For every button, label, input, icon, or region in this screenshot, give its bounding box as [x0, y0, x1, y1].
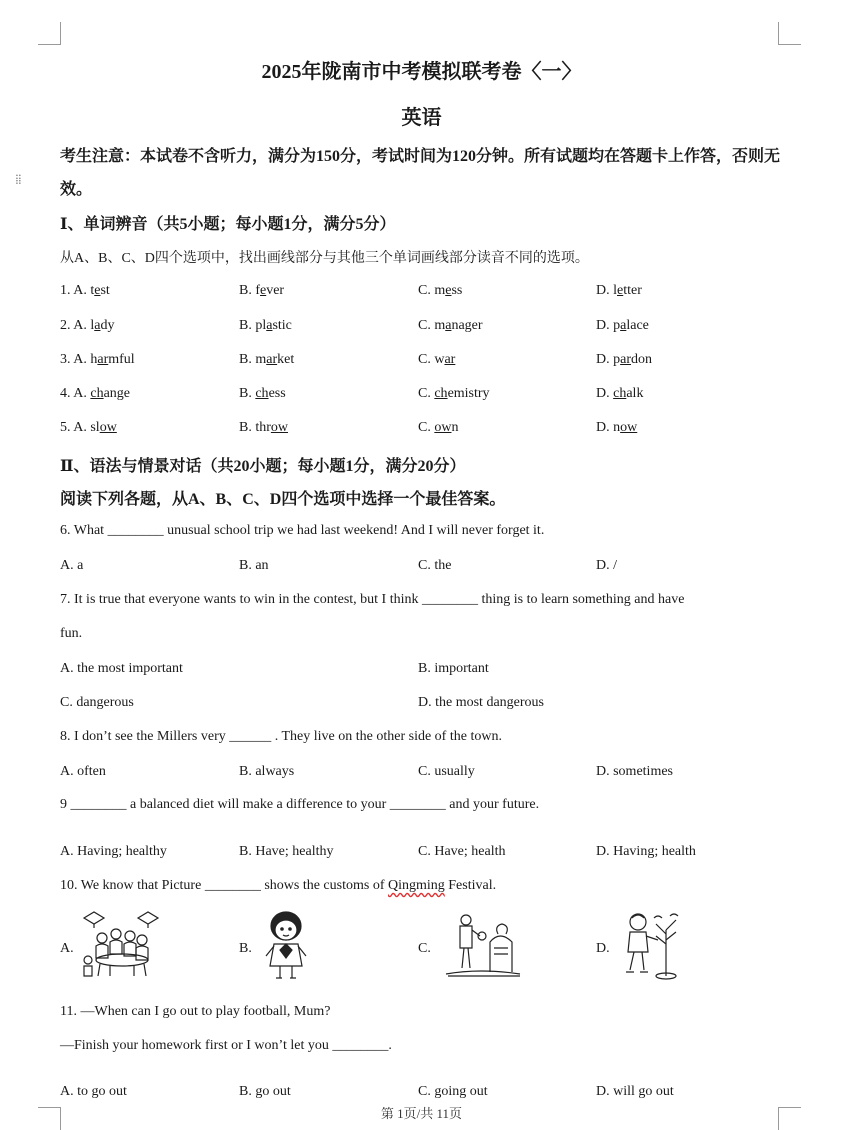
- underlined-letters: ow: [270, 420, 289, 435]
- question-11-option-b[interactable]: B. go out: [239, 1084, 291, 1099]
- underlined-letters: ow: [434, 420, 452, 435]
- question-4-option-a[interactable]: [60, 386, 130, 402]
- underlined-letters: ch: [613, 386, 627, 401]
- underlined-letters: a: [94, 318, 101, 333]
- underlined-letters: a: [266, 318, 273, 333]
- option-text: C. m: [418, 318, 446, 333]
- question-2-option-d[interactable]: [596, 318, 649, 334]
- option-text: C. w: [418, 352, 445, 367]
- option-text: ver: [266, 283, 285, 298]
- question-7-option-a[interactable]: A. the most important: [60, 661, 183, 676]
- question-8-stem: 8. I don’t see the Millers very ______ . They live on the other side of the town.: [60, 729, 502, 744]
- option-text: B.: [239, 386, 256, 401]
- option-text: lace: [626, 318, 649, 333]
- underlined-letters: e: [445, 283, 452, 298]
- question-2-option-c[interactable]: [418, 318, 483, 334]
- option-text: ange: [103, 386, 131, 401]
- option-text: B. thr: [239, 420, 271, 435]
- option-text: B. pl: [239, 318, 267, 333]
- question-6-option-b[interactable]: B. an: [239, 558, 269, 573]
- question-8-option-a[interactable]: A. often: [60, 764, 106, 779]
- question-number: 5.: [60, 420, 71, 435]
- question-9-option-c[interactable]: C. Have; health: [418, 844, 506, 859]
- underlined-letters: ar: [444, 352, 456, 367]
- option-text: n: [451, 420, 459, 435]
- question-3-option-b[interactable]: [239, 352, 294, 368]
- question-10-option-a[interactable]: A.: [60, 941, 74, 956]
- question-7-option-d[interactable]: D. the most dangerous: [418, 695, 544, 710]
- underlined-letters: ow: [99, 420, 117, 435]
- question-5-option-b[interactable]: [239, 420, 288, 436]
- option-text: nager: [451, 318, 483, 333]
- question-11-option-d[interactable]: D. will go out: [596, 1084, 674, 1099]
- question-9-option-d[interactable]: D. Having; health: [596, 844, 696, 859]
- underlined-letters: ar: [266, 352, 278, 367]
- underlined-letters: ch: [90, 386, 104, 401]
- question-10-option-d[interactable]: D.: [596, 941, 610, 956]
- option-text: A. sl: [73, 420, 100, 435]
- question-6-option-a[interactable]: A. a: [60, 558, 84, 573]
- option-text: don: [631, 352, 653, 367]
- option-text: A.: [73, 386, 91, 401]
- question-7-option-b[interactable]: B. important: [418, 661, 489, 676]
- subject-heading: 英语: [401, 107, 442, 129]
- question-9-option-b[interactable]: B. Have; healthy: [239, 844, 334, 859]
- option-text: D.: [596, 386, 614, 401]
- underlined-letters: e: [260, 283, 267, 298]
- question-10-option-b[interactable]: B.: [239, 941, 252, 956]
- question-number: 2.: [60, 318, 71, 333]
- underlined-letters: a: [620, 318, 627, 333]
- option-text: ess: [268, 386, 286, 401]
- option-text: tter: [623, 283, 642, 298]
- question-2-option-a[interactable]: [60, 318, 114, 334]
- page-footer: 第 1页/共 11页: [380, 1106, 463, 1121]
- option-text: B. f: [239, 283, 260, 298]
- section1-heading: Ⅰ、单词辨音（共5小题；每小题1分，满分5分）: [60, 216, 396, 233]
- question-number: 3.: [60, 352, 71, 367]
- question-3-option-d[interactable]: [596, 352, 652, 368]
- option-text: ss: [451, 283, 463, 298]
- question-5-option-c[interactable]: [418, 420, 458, 436]
- question-9-option-a[interactable]: A. Having; healthy: [60, 844, 167, 859]
- question-8-option-b[interactable]: B. always: [239, 764, 295, 779]
- underlined-letters: ch: [434, 386, 448, 401]
- question-4-option-b[interactable]: [239, 386, 286, 402]
- option-text: emistry: [447, 386, 490, 401]
- planting-tree-picture: [618, 910, 682, 980]
- question-1-option-b[interactable]: [239, 283, 284, 299]
- question-number: 1.: [60, 283, 71, 298]
- question-1-option-a[interactable]: [60, 283, 110, 299]
- question-10-stem: 10. We know that Picture ________ shows the customs of Qingming Festival.: [60, 878, 497, 893]
- underlined-letters: ar: [620, 352, 632, 367]
- question-8-option-c[interactable]: C. usually: [418, 764, 475, 779]
- question-7-stem: 7. It is true that everyone wants to win in the contest, but I think ________ thing is to learn something and have: [60, 592, 685, 607]
- option-text: C. m: [418, 283, 446, 298]
- question-11-stem: 11. —When can I go out to play football, Mum?: [60, 1004, 331, 1019]
- drag-handle-icon[interactable]: ⁞⁞: [15, 173, 21, 188]
- question-11-option-a[interactable]: A. to go out: [60, 1084, 127, 1099]
- question-3-option-a[interactable]: [60, 352, 135, 368]
- question-11-stem-continued: —Finish your homework first or I won’t let you ________.: [60, 1038, 392, 1053]
- section2-instruction: 阅读下列各题，从A、B、C、D四个选项中选择一个最佳答案。: [60, 491, 506, 508]
- underlined-letters: ch: [255, 386, 269, 401]
- question-7-option-c[interactable]: C. dangerous: [60, 695, 134, 710]
- option-text: alk: [626, 386, 644, 401]
- girl-with-zongzi-picture: [262, 910, 310, 982]
- question-6-option-d[interactable]: D. /: [596, 558, 617, 573]
- underlined-letters: e: [94, 283, 101, 298]
- question-number: 4.: [60, 386, 71, 401]
- option-text: st: [100, 283, 110, 298]
- option-text: A. l: [73, 318, 95, 333]
- option-text: D. l: [596, 283, 617, 298]
- option-text: D. p: [596, 318, 621, 333]
- underlined-letters: e: [617, 283, 624, 298]
- question-11-option-c[interactable]: C. going out: [418, 1084, 488, 1099]
- question-2-option-b[interactable]: [239, 318, 292, 334]
- crop-mark-top-right: [778, 22, 801, 45]
- family-dinner-picture: [80, 910, 162, 980]
- option-text: C.: [418, 420, 435, 435]
- underlined-letters: ow: [620, 420, 638, 435]
- question-6-option-c[interactable]: C. the: [418, 558, 452, 573]
- question-1-option-c[interactable]: [418, 283, 462, 299]
- question-5-option-d[interactable]: [596, 420, 637, 436]
- question-8-option-d[interactable]: D. sometimes: [596, 764, 673, 779]
- question-7-stem-continued: fun.: [60, 626, 83, 641]
- underlined-letters: ar: [97, 352, 109, 367]
- crop-mark-top-left: [38, 22, 61, 45]
- option-text: A. t: [73, 283, 95, 298]
- option-text: D. n: [596, 420, 621, 435]
- section1-instruction: 从A、B、C、D四个选项中，找出画线部分与其他三个单词画线部分读音不同的选项。: [60, 251, 589, 266]
- option-text: A. h: [73, 352, 98, 367]
- option-text: B. m: [239, 352, 267, 367]
- option-text: stic: [272, 318, 292, 333]
- question-5-option-a[interactable]: [60, 420, 117, 436]
- option-text: mful: [108, 352, 135, 367]
- section2-heading: Ⅱ、语法与情景对话（共20小题；每小题1分，满分20分）: [60, 458, 466, 475]
- underlined-letters: a: [445, 318, 452, 333]
- question-4-option-c[interactable]: [418, 386, 490, 402]
- question-6-stem: 6. What ________ unusual school trip we had last weekend! And I will never forget it.: [60, 523, 545, 538]
- question-4-option-d[interactable]: [596, 386, 643, 402]
- question-3-option-c[interactable]: [418, 352, 455, 368]
- document-title: 2025年陇南市中考模拟联考卷〈一〉: [261, 61, 582, 83]
- option-text: ket: [277, 352, 295, 367]
- exam-notice: 考生注意：本试卷不含听力，满分为150分，考试时间为120分钟。所有试题均在答题卡上作答，否则无效。: [60, 148, 781, 198]
- tomb-sweeping-picture: [440, 912, 524, 982]
- question-9-stem: 9 ________ a balanced diet will make a difference to your ________ and your future.: [60, 797, 540, 812]
- option-text: D. p: [596, 352, 621, 367]
- question-10-option-c[interactable]: C.: [418, 941, 431, 956]
- option-text: C.: [418, 386, 435, 401]
- option-text: dy: [100, 318, 115, 333]
- question-1-option-d[interactable]: [596, 283, 642, 299]
